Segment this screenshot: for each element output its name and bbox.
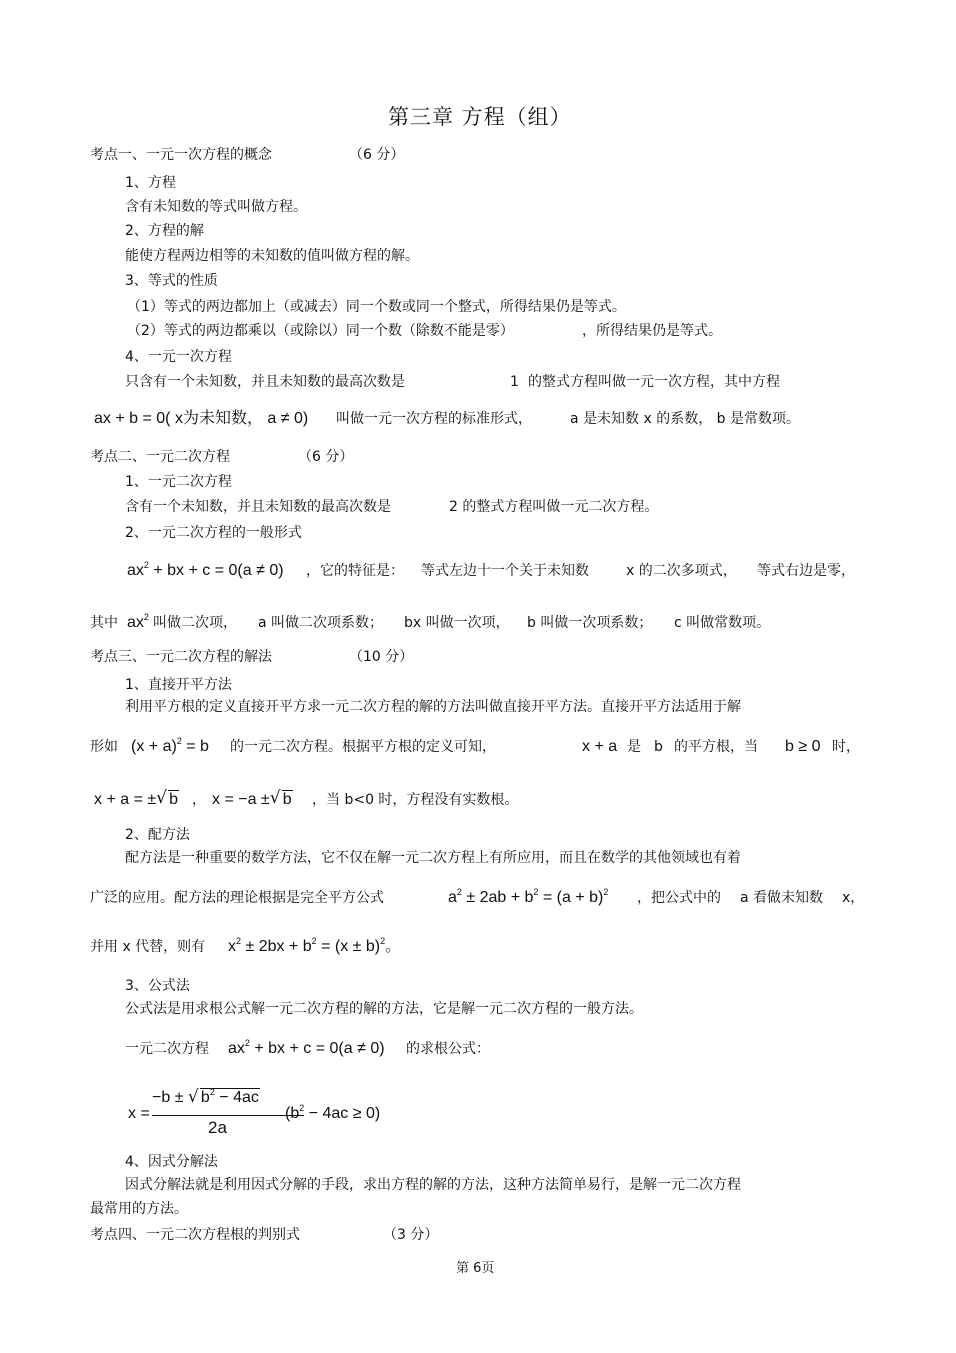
subheading-equality-props: 3、等式的性质 [125, 273, 218, 289]
terms-intro: 其中 [90, 615, 118, 631]
completing-square-text-b: ，把公式中的 [637, 890, 721, 906]
direct-sqrt-text-a: 的一元二次方程。根据平方根的定义可知， [230, 739, 496, 755]
sqrt-b-2: √ b [270, 791, 293, 809]
property-1: （1）等式的两边都加上（或减去）同一个数或同一个整式，所得结果仍是等式。 [127, 299, 626, 315]
root-formula-denominator: 2a [208, 1118, 227, 1137]
section-score-4: （3 分） [383, 1227, 439, 1243]
direct-sqrt-b: b [654, 739, 663, 755]
sqrt-b-1: √ b [156, 791, 179, 809]
subheading-completing-square: 2、配方法 [125, 827, 190, 843]
section-score-1: （6 分） [349, 147, 405, 163]
section-score-3: （10 分） [349, 649, 414, 665]
linear-def-c: 的整式方程叫做一元一次方程，其中方程 [528, 374, 780, 390]
linear-term-text: bx 叫做一次项， [404, 615, 510, 631]
constant-term-text: c 叫做常数项。 [674, 615, 771, 631]
quadratic-term-text: 叫做二次项， [153, 615, 237, 631]
quadratic-coef-text: a 叫做二次项系数； [258, 615, 384, 631]
linear-standard-formula: ax + b = 0( x为未知数， a ≠ 0) [94, 410, 309, 427]
feature-right: 等式右边是零， [757, 563, 855, 579]
page-number: 第 6页 [456, 1261, 495, 1276]
section-heading-2: 考点二、一元二次方程 [90, 449, 230, 465]
property-2-b: ，所得结果仍是等式。 [582, 323, 722, 339]
factoring-paragraph-a: 因式分解法就是利用因式分解的手段，求出方程的解的方法，这种方法简单易行，是解一元二次方程 [125, 1177, 741, 1193]
subheading-formula-method: 3、公式法 [125, 978, 190, 994]
section-score-2: （6 分） [298, 449, 354, 465]
direct-sqrt-text-d: 时， [832, 739, 860, 755]
linear-coef-text: b 叫做一次项系数； [527, 615, 653, 631]
root-formula-numerator: −b ± √ $b^2 - 4ac$ [152, 1089, 260, 1107]
subheading-solution: 2、方程的解 [125, 223, 204, 239]
direct-sqrt-x-plus-a: x + a [582, 738, 618, 755]
page-title: 第三章 方程（组） [388, 105, 572, 129]
subheading-equation: 1、方程 [125, 175, 176, 191]
root-formula-x: x = [128, 1105, 150, 1122]
direct-sqrt-form-label: 形如 [90, 739, 118, 755]
completing-square-text-d: x， [842, 890, 865, 906]
root-formula-condition: $(b^2 - 4ac \ge 0)$ [285, 1103, 381, 1122]
section-heading-1: 考点一、一元一次方程的概念 [90, 147, 272, 163]
direct-sqrt-text-b: 是 [627, 739, 641, 755]
subheading-linear-equation: 4、一元一次方程 [125, 349, 232, 365]
perfect-square-formula: $a^2 \pm 2ab + b^2 = (a + b)^2$ [448, 887, 609, 906]
direct-sqrt-paragraph: 利用平方根的定义直接开平方求一元二次方程的解的方法叫做直接开平方法。直接开平方法适用于解 [125, 699, 741, 715]
subheading-quadratic: 1、一元二次方程 [125, 474, 232, 490]
features-label: ，它的特征是： [306, 563, 404, 579]
direct-sqrt-comma: ， [192, 792, 206, 808]
paragraph-solution-def: 能使方程两边相等的未知数的值叫做方程的解。 [125, 248, 419, 264]
quadratic-term: $ax^2$ [127, 612, 149, 631]
factoring-paragraph-b: 最常用的方法。 [90, 1201, 188, 1217]
paragraph-equation-def: 含有未知数的等式叫做方程。 [125, 199, 307, 215]
root-formula-intro-a: 一元二次方程 [125, 1041, 209, 1057]
completing-square-formula-x: $x^2 \pm 2bx + b^2 = (x \pm b)^2$。 [228, 936, 402, 955]
subheading-factoring: 4、因式分解法 [125, 1154, 218, 1170]
subheading-direct-sqrt: 1、直接开平方法 [125, 677, 232, 693]
direct-sqrt-no-root: ，当 b<0 时，方程没有实数根。 [312, 792, 519, 808]
direct-sqrt-text-c: 的平方根，当 [674, 739, 758, 755]
formula-method-paragraph: 公式法是用求根公式解一元二次方程的解的方法，它是解一元二次方程的一般方法。 [125, 1001, 643, 1017]
completing-square-paragraph: 配方法是一种重要的数学方法，它不仅在解一元二次方程上有所应用，而且在数学的其他领域也有着 [125, 850, 741, 866]
linear-coefficient-text: a 是未知数 x 的系数， b 是常数项。 [570, 411, 801, 427]
section-heading-3: 考点三、一元二次方程的解法 [90, 649, 272, 665]
feature-variable: x 的二次多项式， [626, 563, 737, 579]
completing-square-text-e: 并用 x 代替，则有 [90, 939, 206, 955]
completing-square-text-a: 广泛的应用。配方法的理论根据是完全平方公式 [90, 890, 384, 906]
fraction-bar [152, 1115, 304, 1116]
quadratic-def-b: 2 的整式方程叫做一元二次方程。 [449, 499, 659, 515]
direct-sqrt-condition: b ≥ 0 [785, 738, 821, 755]
subheading-general-form: 2、一元二次方程的一般形式 [125, 525, 302, 541]
quadratic-def-a: 含有一个未知数，并且未知数的最高次数是 [125, 499, 391, 515]
direct-sqrt-result-1: x + a = ±√ b [94, 791, 179, 809]
discriminant-sqrt: √ $b^2 - 4ac$ [188, 1089, 260, 1107]
linear-def-b: 1 [510, 374, 519, 390]
completing-square-text-c: a 看做未知数 [740, 890, 824, 906]
section-heading-4: 考点四、一元二次方程根的判别式 [90, 1227, 300, 1243]
direct-sqrt-result-2: x = −a ±√ b [212, 791, 293, 809]
feature-left: 等式左边十一个关于未知数 [421, 563, 589, 579]
linear-def-a: 只含有一个未知数，并且未知数的最高次数是 [125, 374, 405, 390]
root-formula-intro-b: 的求根公式： [406, 1041, 490, 1057]
linear-standard-text: 叫做一元一次方程的标准形式， [336, 411, 532, 427]
property-2-a: （2）等式的两边都乘以（或除以）同一个数（除数不能是零） [127, 323, 514, 339]
root-formula-equation: $ax^2$ + bx + c = 0(a ≠ 0) [228, 1038, 385, 1057]
quadratic-general-formula: $ax^2$ + bx + c = 0(a ≠ 0) [127, 560, 284, 579]
direct-sqrt-form-formula: $(x + a)^2 = b$ [131, 736, 209, 755]
